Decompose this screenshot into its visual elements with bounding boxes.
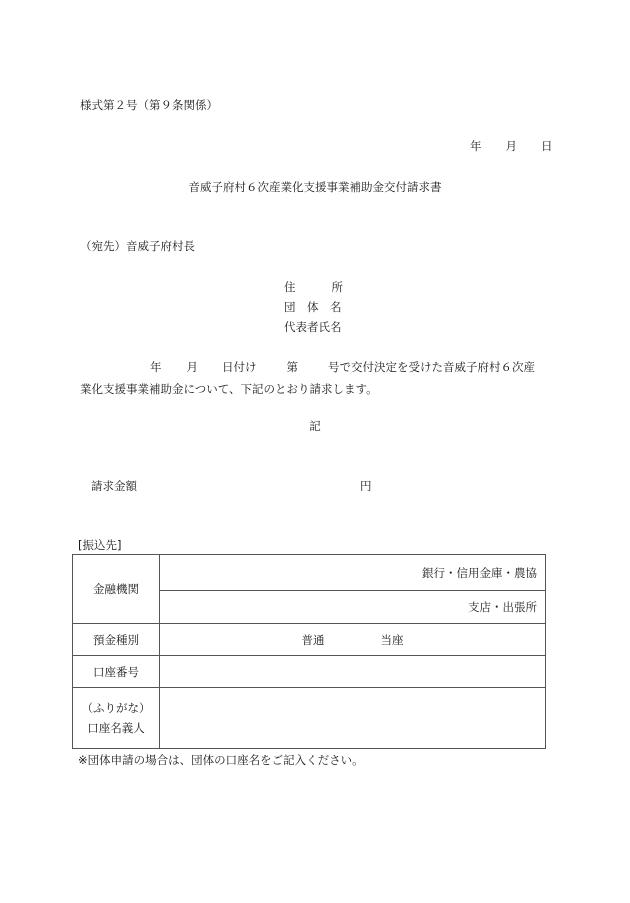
- body-line-1: [80, 356, 535, 378]
- branch-field[interactable]: 支店・出張所: [160, 591, 546, 624]
- body-line-1-rest: 号で交付決定を受けた音威子府村６次産: [328, 360, 535, 374]
- address-label-b: 所: [331, 280, 343, 294]
- table-row: [73, 688, 546, 749]
- date-day: 日: [541, 139, 553, 153]
- table-row: [73, 624, 546, 656]
- institution-label: 金融機関: [73, 555, 160, 624]
- footnote: ※団体申請の場合は、団体の口座名をご記入ください。: [78, 753, 364, 767]
- addressee: （宛先）音威子府村長: [80, 239, 195, 253]
- body-line-2: 業化支援事業補助金について、下記のとおり請求します。: [80, 382, 378, 396]
- amount-unit: 円: [360, 479, 372, 493]
- date-month: 月: [505, 139, 517, 153]
- holder-label: 口座名義人: [87, 721, 145, 735]
- deposit-type-field[interactable]: [160, 624, 546, 656]
- address-row: [284, 277, 343, 297]
- table-row: [73, 656, 546, 688]
- ki-heading: 記: [309, 419, 321, 433]
- body-number-prefix: 第: [286, 360, 298, 374]
- table-row: [73, 555, 546, 591]
- account-holder-field[interactable]: [160, 688, 546, 749]
- deposit-current-option[interactable]: 当座: [380, 632, 404, 647]
- body-month: 月: [186, 360, 198, 374]
- transfer-label: [振込先]: [78, 538, 122, 552]
- group-name-row: 団 体 名: [284, 300, 342, 314]
- account-number-field[interactable]: [160, 656, 546, 688]
- bank-table: [72, 554, 546, 749]
- date-line: [470, 138, 553, 154]
- form-number: 様式第２号（第９条関係）: [80, 98, 218, 112]
- address-label-a: 住: [284, 280, 296, 294]
- deposit-ordinary-option[interactable]: 普通: [301, 632, 325, 647]
- body-year: 年: [150, 360, 162, 374]
- applicant-block: [284, 277, 343, 337]
- furigana-label: （ふりがな）: [81, 701, 151, 715]
- account-holder-label: [73, 688, 160, 749]
- representative-row: 代表者氏名: [284, 320, 342, 334]
- date-year: 年: [470, 139, 482, 153]
- page-title: 音威子府村６次産業化支援事業補助金交付請求書: [188, 180, 442, 194]
- deposit-type-label: 預金種別: [73, 624, 160, 656]
- body-text: [80, 356, 535, 400]
- body-dated: 日付け: [222, 360, 257, 374]
- institution-field[interactable]: 銀行・信用金庫・農協: [160, 555, 546, 591]
- amount-label: 請求金額: [91, 479, 137, 493]
- account-number-label: 口座番号: [73, 656, 160, 688]
